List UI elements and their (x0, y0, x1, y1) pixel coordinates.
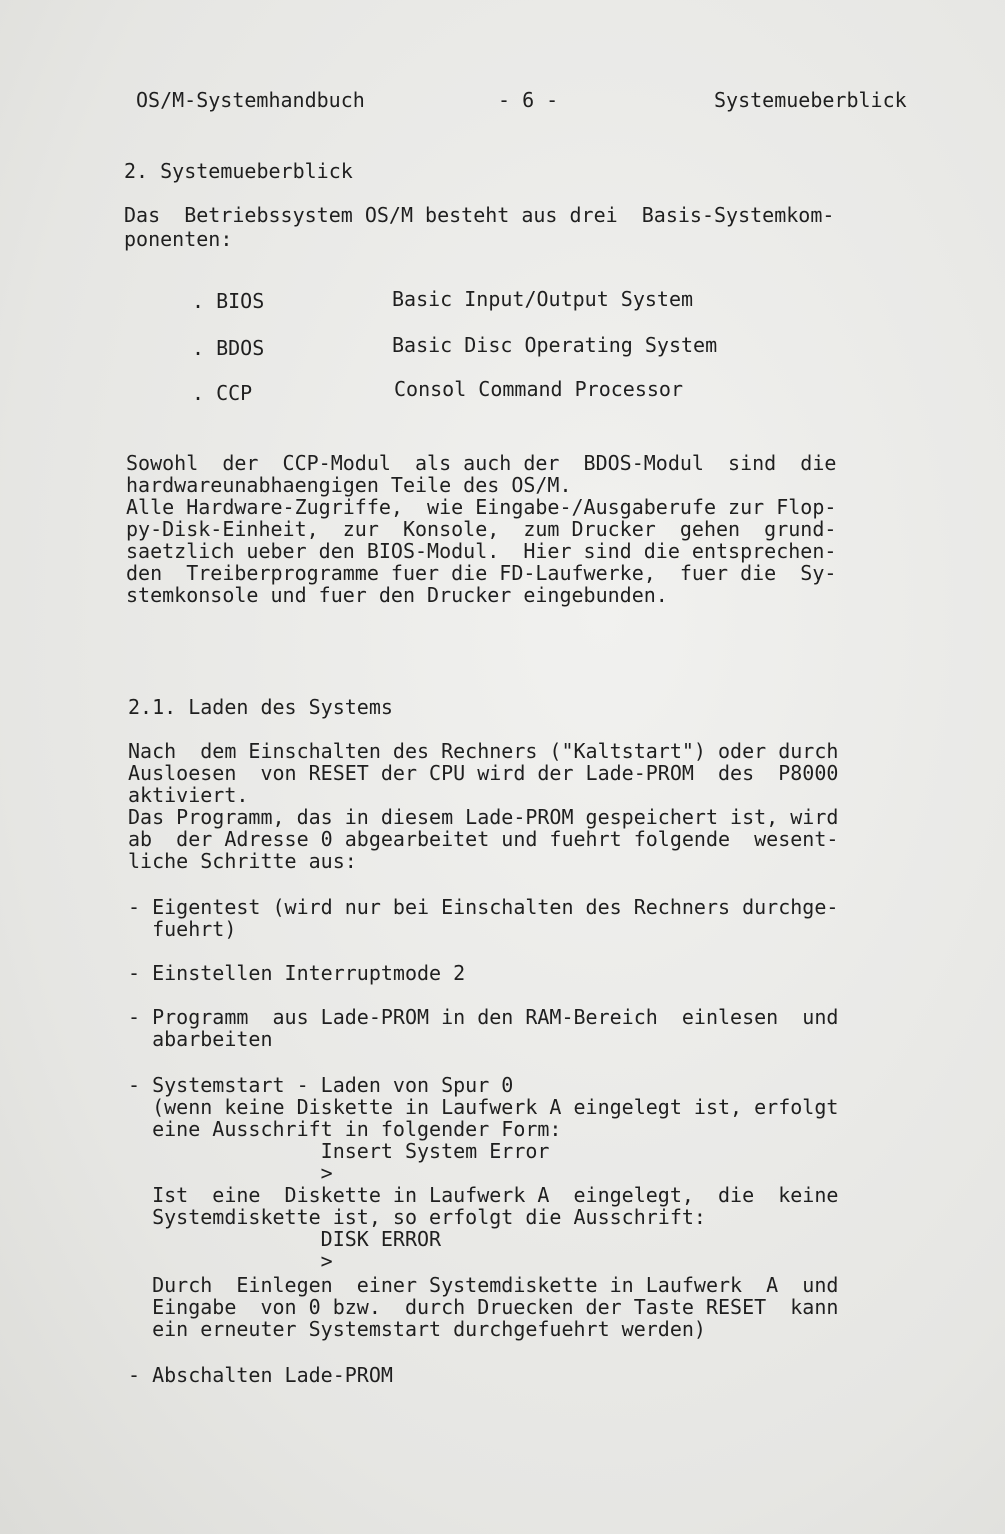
component-abbr: . BIOS (192, 289, 265, 313)
paragraph-line: Das Programm, das in diesem Lade-PROM gespeichert ist, wird (128, 805, 839, 829)
component-abbr: . CCP (192, 381, 253, 405)
list-item: - Einstellen Interruptmode 2 (128, 961, 466, 985)
list-item: (wenn keine Diskette in Laufwerk A eingelegt ist, erfolgt (128, 1095, 839, 1119)
list-item: DISK ERROR (128, 1227, 442, 1251)
header-left: OS/M-Systemhandbuch (136, 88, 365, 112)
list-item: Eingabe von 0 bzw. durch Druecken der Taste RESET kann (128, 1295, 839, 1319)
paragraph-line: py-Disk-Einheit, zur Konsole, zum Drucker gehen grund- (126, 517, 837, 541)
paragraph-line: Ausloesen von RESET der CPU wird der Lade-PROM des P8000 (128, 761, 839, 785)
component-name: Basic Input/Output System (392, 287, 694, 311)
paragraph-line: liche Schritte aus: (128, 849, 357, 873)
paragraph-line: Sowohl der CCP-Modul als auch der BDOS-Modul sind die (126, 451, 837, 475)
list-item: eine Ausschrift in folgender Form: (128, 1117, 562, 1141)
component-name: Basic Disc Operating System (392, 333, 718, 357)
list-item: ein erneuter Systemstart durchgefuehrt werden) (128, 1317, 706, 1341)
section-title: 2. Systemueberblick (124, 159, 353, 183)
list-item: > (128, 1161, 333, 1185)
list-item: abarbeiten (128, 1027, 273, 1051)
list-item: - Programm aus Lade-PROM in den RAM-Bereich einlesen und (128, 1005, 839, 1029)
list-item: Durch Einlegen einer Systemdiskette in Laufwerk A und (128, 1273, 839, 1297)
list-item: - Eigentest (wird nur bei Einschalten des Rechners durchge- (128, 895, 839, 919)
subsection-title: 2.1. Laden des Systems (128, 695, 393, 719)
list-item: fuehrt) (128, 917, 237, 941)
list-item: - Systemstart - Laden von Spur 0 (128, 1073, 514, 1097)
paragraph-line: aktiviert. (128, 783, 249, 807)
component-abbr: . BDOS (192, 336, 265, 360)
component-name: Consol Command Processor (394, 377, 683, 401)
paragraph-line: den Treiberprogramme fuer die FD-Laufwerke, fuer die Sy- (126, 561, 837, 585)
paragraph-line: ab der Adresse 0 abgearbeitet und fuehrt folgende wesent- (128, 827, 839, 851)
intro-line: ponenten: (124, 227, 233, 251)
paragraph-line: Alle Hardware-Zugriffe, wie Eingabe-/Ausgaberufe zur Flop- (126, 495, 837, 519)
list-item: - Abschalten Lade-PROM (128, 1363, 393, 1387)
paragraph-line: hardwareunabhaengigen Teile des OS/M. (126, 473, 572, 497)
page-number: - 6 - (498, 88, 559, 112)
paragraph-line: saetzlich ueber den BIOS-Modul. Hier sind die entsprechen- (126, 539, 837, 563)
paragraph-line: stemkonsole und fuer den Drucker eingebunden. (126, 583, 668, 607)
header-right: Systemueberblick (714, 88, 907, 112)
list-item: Ist eine Diskette in Laufwerk A eingelegt, die keine (128, 1183, 839, 1207)
paragraph-line: Nach dem Einschalten des Rechners ("Kaltstart") oder durch (128, 739, 839, 763)
list-item: Insert System Error (128, 1139, 550, 1163)
list-item: Systemdiskette ist, so erfolgt die Ausschrift: (128, 1205, 706, 1229)
intro-line: Das Betriebssystem OS/M besteht aus drei Basis-Systemkom- (124, 203, 835, 227)
list-item: > (128, 1249, 333, 1273)
